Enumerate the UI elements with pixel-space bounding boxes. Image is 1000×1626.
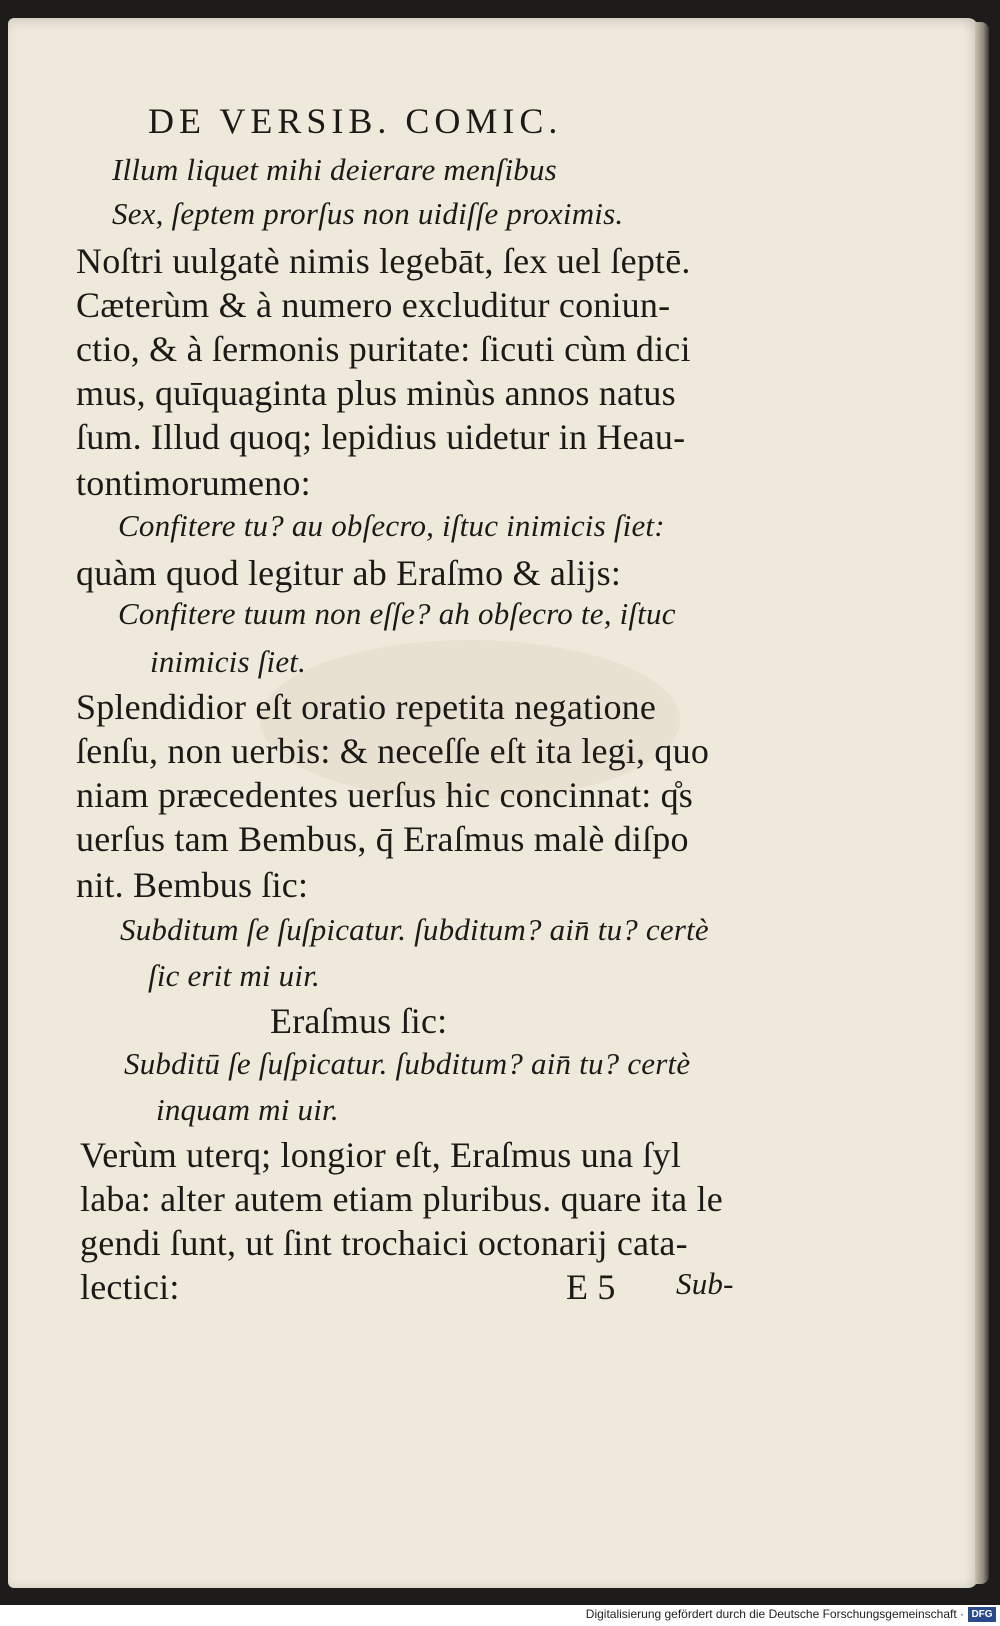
text-line-4: Cæterùm & à numero excluditur coniun- bbox=[76, 285, 671, 325]
dfg-logo: DFG bbox=[968, 1607, 996, 1622]
text-line-25: gendi ſunt, ut ſint trochaici octonarij cata- bbox=[80, 1223, 688, 1263]
catchword: Sub- bbox=[676, 1266, 734, 1301]
text-line-12: inimicis ſiet. bbox=[150, 644, 307, 679]
signature-mark: E 5 bbox=[566, 1267, 616, 1307]
text-line-10: quàm quod legitur ab Eraſmo & alijs: bbox=[76, 553, 622, 593]
text-line-24: laba: alter autem etiam pluribus. quare ita le bbox=[80, 1179, 723, 1219]
text-line-18: Subditum ſe ſuſpicatur. ſubditum? ain̄ tu? certè bbox=[120, 912, 709, 947]
text-line-23: Verùm uterq; longior eſt, Eraſmus una ſyl bbox=[80, 1135, 682, 1175]
text-line-22: inquam mi uir. bbox=[156, 1092, 339, 1127]
text-line-5: ctio, & à ſermonis puritate: ſicuti cùm dici bbox=[76, 329, 691, 369]
text-line-15: niam præcedentes uerſus hic concinnat: q̊s bbox=[76, 775, 694, 815]
text-line-6: mus, quīquaginta plus minùs annos natus bbox=[76, 373, 676, 413]
text-line-9: Confitere tu? au obſecro, iſtuc inimicis ſiet: bbox=[118, 508, 665, 543]
page-edge bbox=[975, 22, 989, 1584]
footer-credit: Digitalisierung gefördert durch die Deutsche Forschungsgemeinschaft · bbox=[585, 1607, 964, 1621]
text-line-7: ſum. Illud quoq; lepidius uidetur in Heau- bbox=[76, 417, 686, 457]
text-line-1: Illum liquet mihi deierare menſibus bbox=[112, 152, 557, 187]
text-line-11: Confitere tuum non eſſe? ah obſecro te, iſtuc bbox=[118, 596, 676, 631]
text-line-13: Splendidior eſt oratio repetita negatione bbox=[76, 687, 657, 727]
text-line-17: nit. Bembus ſic: bbox=[76, 865, 309, 905]
running-head: DE VERSIB. COMIC. bbox=[148, 101, 563, 141]
text-line-21: Subditū ſe ſuſpicatur. ſubditum? ain̄ tu? certè bbox=[124, 1046, 691, 1081]
text-line-19: ſic erit mi uir. bbox=[148, 958, 320, 993]
text-line-8: tontimorumeno: bbox=[76, 463, 311, 503]
text-line-14: ſenſu, non uerbis: & neceſſe eſt ita legi, quo bbox=[76, 731, 710, 771]
text-line-20: Eraſmus ſic: bbox=[270, 1001, 448, 1041]
text-line-2: Sex, ſeptem prorſus non uidiſſe proximis. bbox=[112, 196, 624, 231]
text-line-26: lectici: bbox=[80, 1267, 180, 1307]
text-line-3: Noſtri uulgatè nimis legebāt, ſex uel ſeptē. bbox=[76, 241, 691, 281]
text-line-16: uerſus tam Bembus, q̄ Eraſmus malè diſpo bbox=[76, 819, 689, 859]
